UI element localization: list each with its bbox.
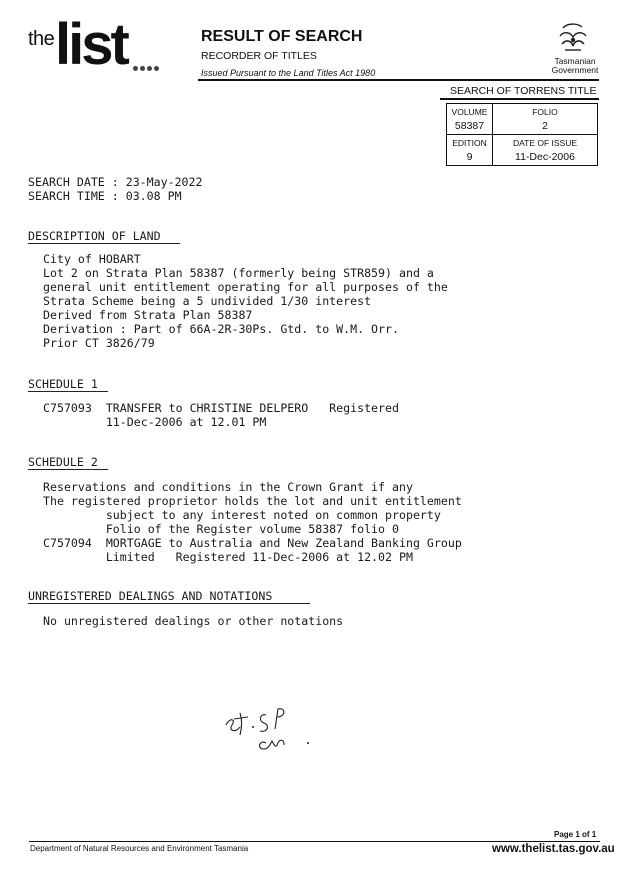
torrens-table [446,103,598,166]
schedule1-heading: SCHEDULE 1 [28,377,98,391]
schedule2-heading: SCHEDULE 2 [28,455,98,469]
folio-cell [493,104,598,135]
crest-line1: Tasmanian [554,56,596,66]
folio-value: 2 [542,120,548,132]
volume-value: 58387 [454,120,485,132]
torrens-heading: SEARCH OF TORRENS TITLE [450,85,597,97]
logo-dots [133,66,159,71]
header-rule [198,79,599,81]
schedule2-line: C757094 MORTGAGE to Australia and New Zealand Banking Group [43,536,462,550]
issue-date-cell [493,135,598,166]
crest-name [545,57,605,75]
volume-label: VOLUME [451,107,488,117]
issue-date-value: 11-Dec-2006 [515,151,575,163]
schedule1-heading-rule [28,391,108,392]
search-date: SEARCH DATE : 23-May-2022 [28,175,203,189]
unregistered-text: No unregistered dealings or other notations [43,614,344,628]
issued-statement: Issued Pursuant to the Land Titles Act 1980 [201,68,376,78]
volume-cell [447,104,493,135]
description-heading-rule [28,243,180,244]
schedule2-line: subject to any interest noted on common property [43,508,441,522]
schedule1-line: C757093 TRANSFER to CHRISTINE DELPERO Registered [43,401,399,415]
unregistered-heading-rule [28,603,310,604]
schedule2-line: The registered proprietor holds the lot and unit entitlement [43,494,462,508]
search-time: SEARCH TIME : 03.08 PM [28,189,182,203]
handwritten-annotation [220,705,330,755]
issue-date-label: DATE OF ISSUE [512,138,578,148]
unregistered-heading: UNREGISTERED DEALINGS AND NOTATIONS [28,589,273,603]
description-line: general unit entitlement operating for all purposes of the [43,280,448,294]
description-line: Derived from Strata Plan 58387 [43,308,253,322]
folio-label: FOLIO [532,107,558,117]
footer-rule [29,841,600,842]
description-line: City of HOBART [43,252,141,266]
description-heading: DESCRIPTION OF LAND [28,229,161,243]
crest-line2: Government [551,65,599,75]
logo-list: list [55,12,127,77]
document-title: RESULT OF SEARCH [201,28,363,45]
schedule2-heading-rule [28,469,108,470]
logo-the: the [28,28,55,50]
footer-url[interactable]: www.thelist.tas.gov.au [492,843,615,855]
schedule2-line: Folio of the Register volume 58387 folio 0 [43,522,399,536]
edition-value: 9 [466,151,473,163]
description-line: Strata Scheme being a 5 undivided 1/30 interest [43,294,372,308]
schedule2-line: Limited Registered 11-Dec-2006 at 12.02 PM [43,550,413,564]
schedule2-line: Reservations and conditions in the Crown Grant if any [43,480,413,494]
document-subtitle: RECORDER OF TITLES [201,50,317,62]
description-line: Prior CT 3826/79 [43,336,155,350]
edition-cell [447,135,493,166]
footer-department: Department of Natural Resources and Environment Tasmania [30,844,249,853]
description-line: Derivation : Part of 66A-2R-30Ps. Gtd. to W.M. Orr. [43,322,399,336]
schedule1-line: 11-Dec-2006 at 12.01 PM [43,415,267,429]
edition-label: EDITION [452,138,487,148]
torrens-rule [440,98,599,100]
tasmanian-crest-icon [555,22,591,56]
description-line: Lot 2 on Strata Plan 58387 (formerly being STR859) and a [43,266,434,280]
page-number: Page 1 of 1 [554,830,597,839]
